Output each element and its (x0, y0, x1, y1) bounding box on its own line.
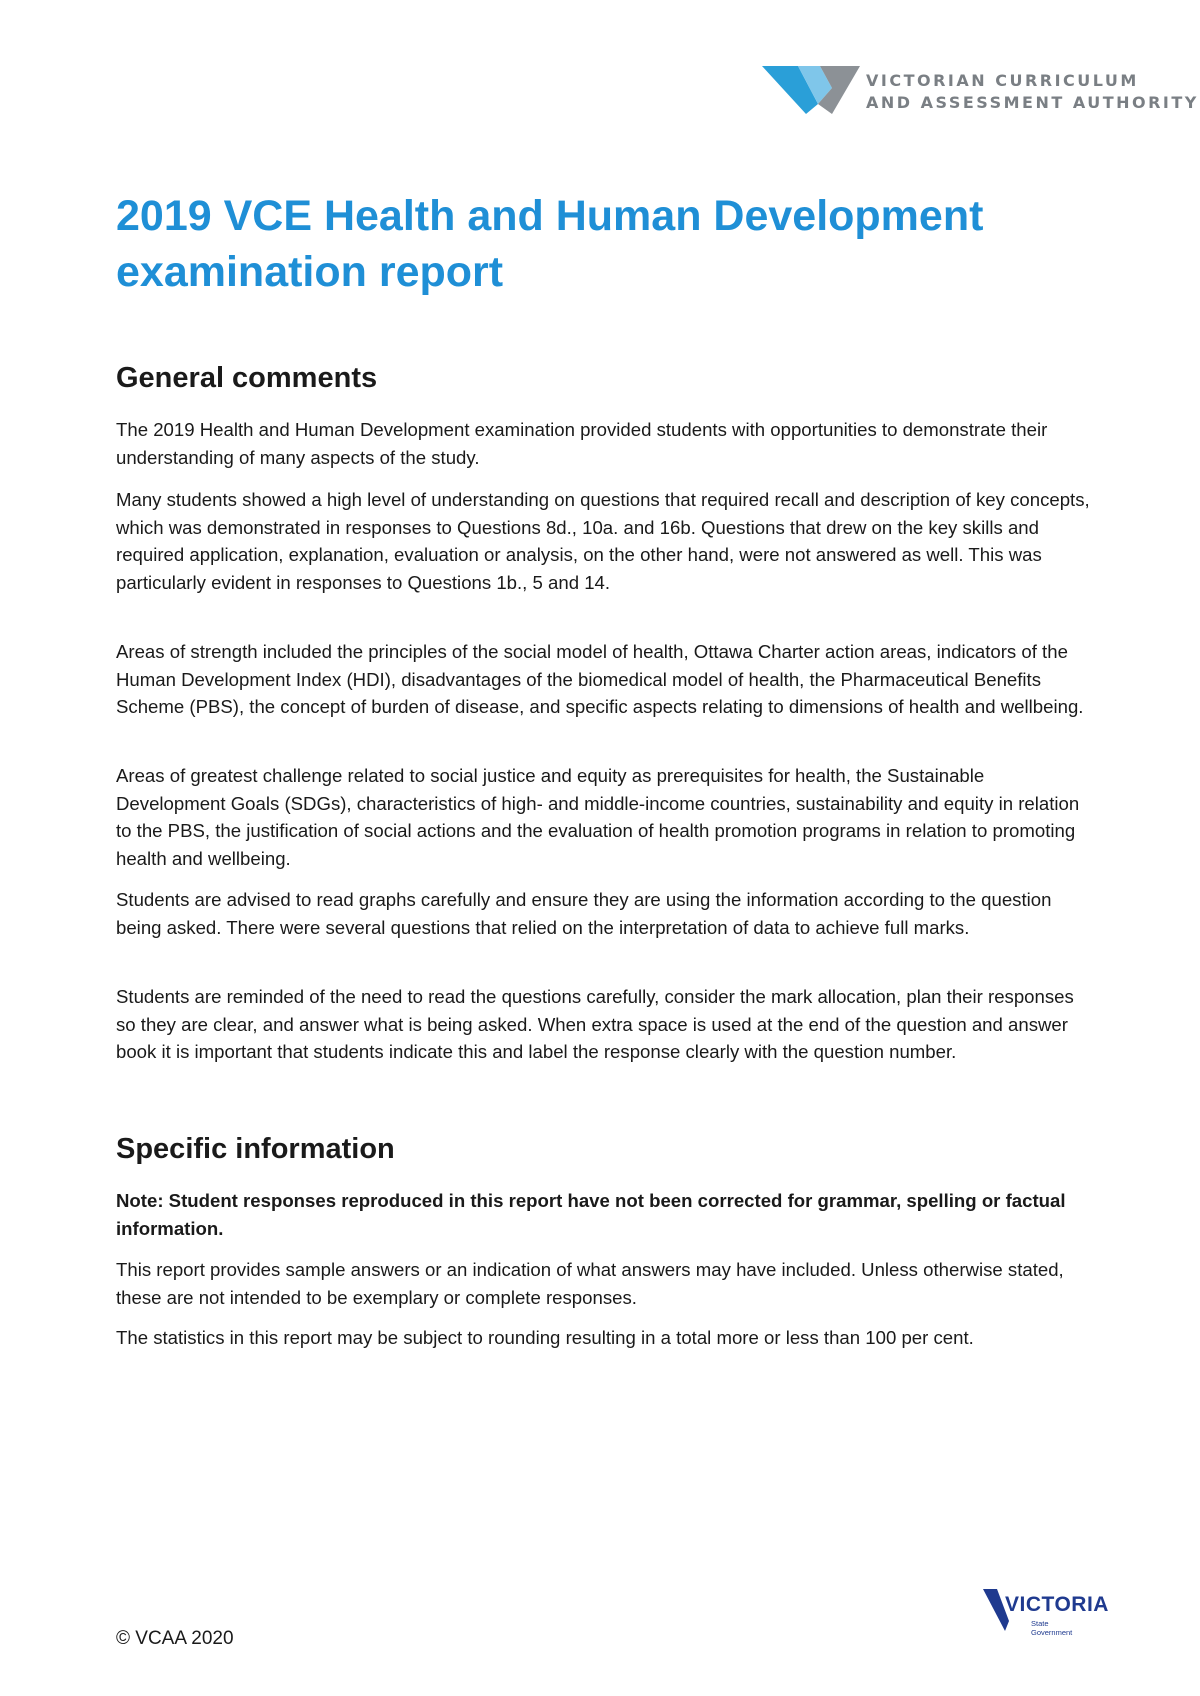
general-paragraph-3: Areas of strength included the principles of the social model of health, Ottawa Charter action areas, indicators of the Human Development Index (HDI), disadvantages of the biomedical model of health, the Pharmaceutical Benefits Scheme (PBS), the concept of burden of disease, and specific aspects relating to dimensions of health and wellbeing. (116, 641, 1084, 718)
document-title: 2019 VCE Health and Human Development examination report (116, 192, 984, 296)
general-paragraph-6: Students are reminded of the need to read the questions carefully, consider the mark allocation, plan their responses so they are clear, and answer what is being asked. When extra space is used at the end of the question and answer book it is important that students indicate this and label the response clearly with the question number. (116, 986, 1074, 1063)
victoria-logo-word: VICTORIA (1005, 1593, 1109, 1616)
general-paragraph-2: Many students showed a high level of understanding on questions that required recall and description of key concepts, which was demonstrated in responses to Questions 8d., 10a. and 16b. Questions that drew on the key skills and required application, explanation, evaluation or analysis, on the other hand, were not answered as well. This was particularly evident in responses to Questions 1b., 5 and 14. (116, 489, 1090, 593)
victoria-state-government-logo (983, 1585, 1109, 1645)
general-comments-heading: General comments (116, 362, 378, 394)
victoria-logo-subtitle: State Government (1031, 1619, 1073, 1637)
specific-information-heading: Specific information (116, 1133, 395, 1165)
specific-paragraph-2: The statistics in this report may be subject to rounding resulting in a total more or less than 100 per cent. (116, 1327, 974, 1348)
specific-note: Note: Student responses reproduced in this report have not been corrected for grammar, spelling or factual information. (116, 1190, 1066, 1239)
vcaa-logo (762, 62, 1199, 122)
vcaa-logo-line2: AND ASSESSMENT AUTHORITY (866, 93, 1199, 112)
general-paragraph-1: The 2019 Health and Human Development examination provided students with opportunities to demonstrate their understanding of many aspects of the study. (116, 419, 1048, 468)
vcaa-chevron-logo-icon (762, 62, 862, 118)
vcaa-logo-text (866, 70, 1199, 114)
copyright-text: © VCAA 2020 (116, 1628, 234, 1649)
general-paragraph-5: Students are advised to read graphs carefully and ensure they are using the information according to the question being asked. There were several questions that relied on the interpretation of data to achieve full marks. (116, 889, 1052, 938)
vcaa-logo-line1: VICTORIAN CURRICULUM (866, 71, 1139, 90)
specific-paragraph-1: This report provides sample answers or an indication of what answers may have included. Unless otherwise stated, these are not intended to be exemplary or complete responses. (116, 1259, 1064, 1308)
general-paragraph-4: Areas of greatest challenge related to social justice and equity as prerequisites for health, the Sustainable Development Goals (SDGs), characteristics of high- and middle-income countries, sustainability and equity in relation to the PBS, the justification of social actions and the evaluation of health promotion programs in relation to promoting health and wellbeing. (116, 765, 1080, 869)
